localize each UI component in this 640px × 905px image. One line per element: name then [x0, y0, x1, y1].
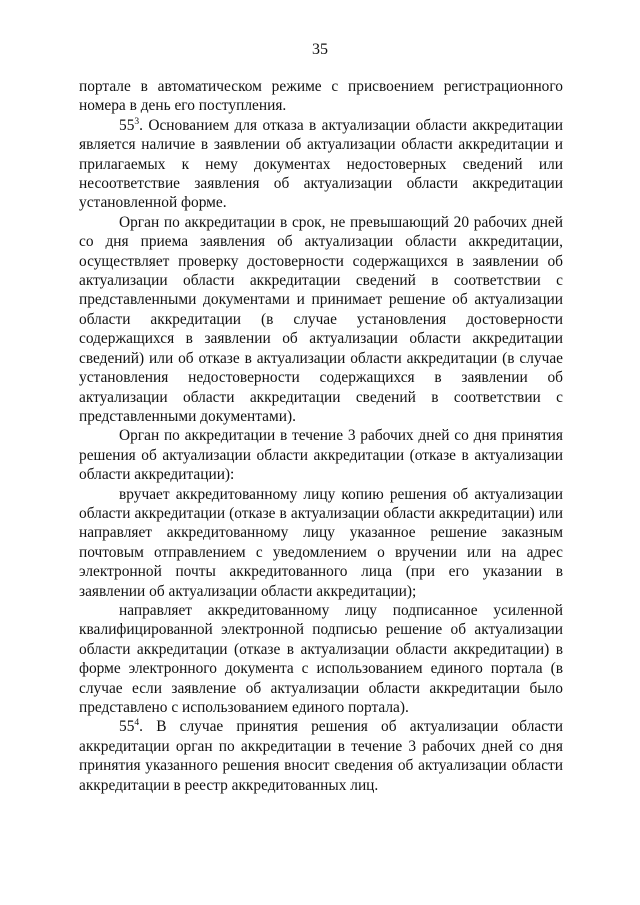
- page-number: 35: [312, 41, 328, 58]
- paragraph-text: Орган по аккредитации в срок, не превышающий 20 рабочих дней со дня приема заявления об актуализации области аккредитации, осуществляет проверку достоверности содержащихся в заявлении об актуализации области аккредитации сведений в соответствии с представленными документами и принимает решение об актуализации области аккредитации (в случае установления достоверности содержащихся в заявлении об актуализации области аккредитации сведений) или об отказе в актуализации области аккредитации (в случае установления недостоверности содержащихся в заявлении об актуализации области аккредитации сведений в соответствии с представленными документами).: [79, 213, 563, 425]
- paragraph-text: вручает аккредитованному лицу копию решения об актуализации области аккредитации (отказе в актуализации области аккредитации) или направляет аккредитованному лицу указанное решение заказным почтовым отправлением с уведомлением о вручении или на адрес электронной почты аккредитованного лица (при его указании в заявлении об актуализации области аккредитации);: [79, 485, 563, 600]
- clause-superscript: 3: [134, 115, 140, 127]
- paragraph-text: Орган по аккредитации в течение 3 рабочих дней со дня принятия решения об актуализации области аккредитации (отказе в актуализации области аккредитации):: [79, 427, 563, 484]
- clause-superscript: 4: [134, 717, 140, 729]
- paragraph-verification: [79, 213, 563, 426]
- paragraph-actions-intro: [79, 426, 563, 484]
- paragraph-text: Основанием для отказа в актуализации области аккредитации является наличие в заявлении об актуализации области аккредитации и прилагаемых к нему документах недостоверных сведений или несоответствие заявления об актуализации области аккредитации установленной форме.: [79, 116, 563, 212]
- paragraph-text: В случае принятия решения об актуализации области аккредитации орган по аккредитации в течение 3 рабочих дней со дня принятия указанного решения вносит сведения об актуализации области аккредитации в реестр аккредитованных лиц.: [79, 718, 563, 794]
- paragraph-55-3: [79, 116, 563, 213]
- paragraph-55-4: [79, 717, 563, 795]
- paragraph-text: портале в автоматическом режиме с присвоением регистрационного номера в день его поступления.: [79, 78, 563, 115]
- paragraph-continuation: [79, 77, 563, 116]
- paragraph-action-electronic: [79, 601, 563, 717]
- paragraph-text: направляет аккредитованному лицу подписанное усиленной квалифицированной электронной подписью решение об актуализации области аккредитации (отказе в актуализации области аккредитации) в форме электронного документа с использованием единого портала (в случае если заявление об актуализации области аккредитации было представлено с использованием единого портала).: [79, 601, 563, 716]
- clause-number: $55^4$.: [119, 717, 157, 736]
- paragraph-action-deliver: [79, 485, 563, 601]
- clause-number: $55^3$.: [119, 115, 149, 134]
- document-body: [79, 77, 563, 795]
